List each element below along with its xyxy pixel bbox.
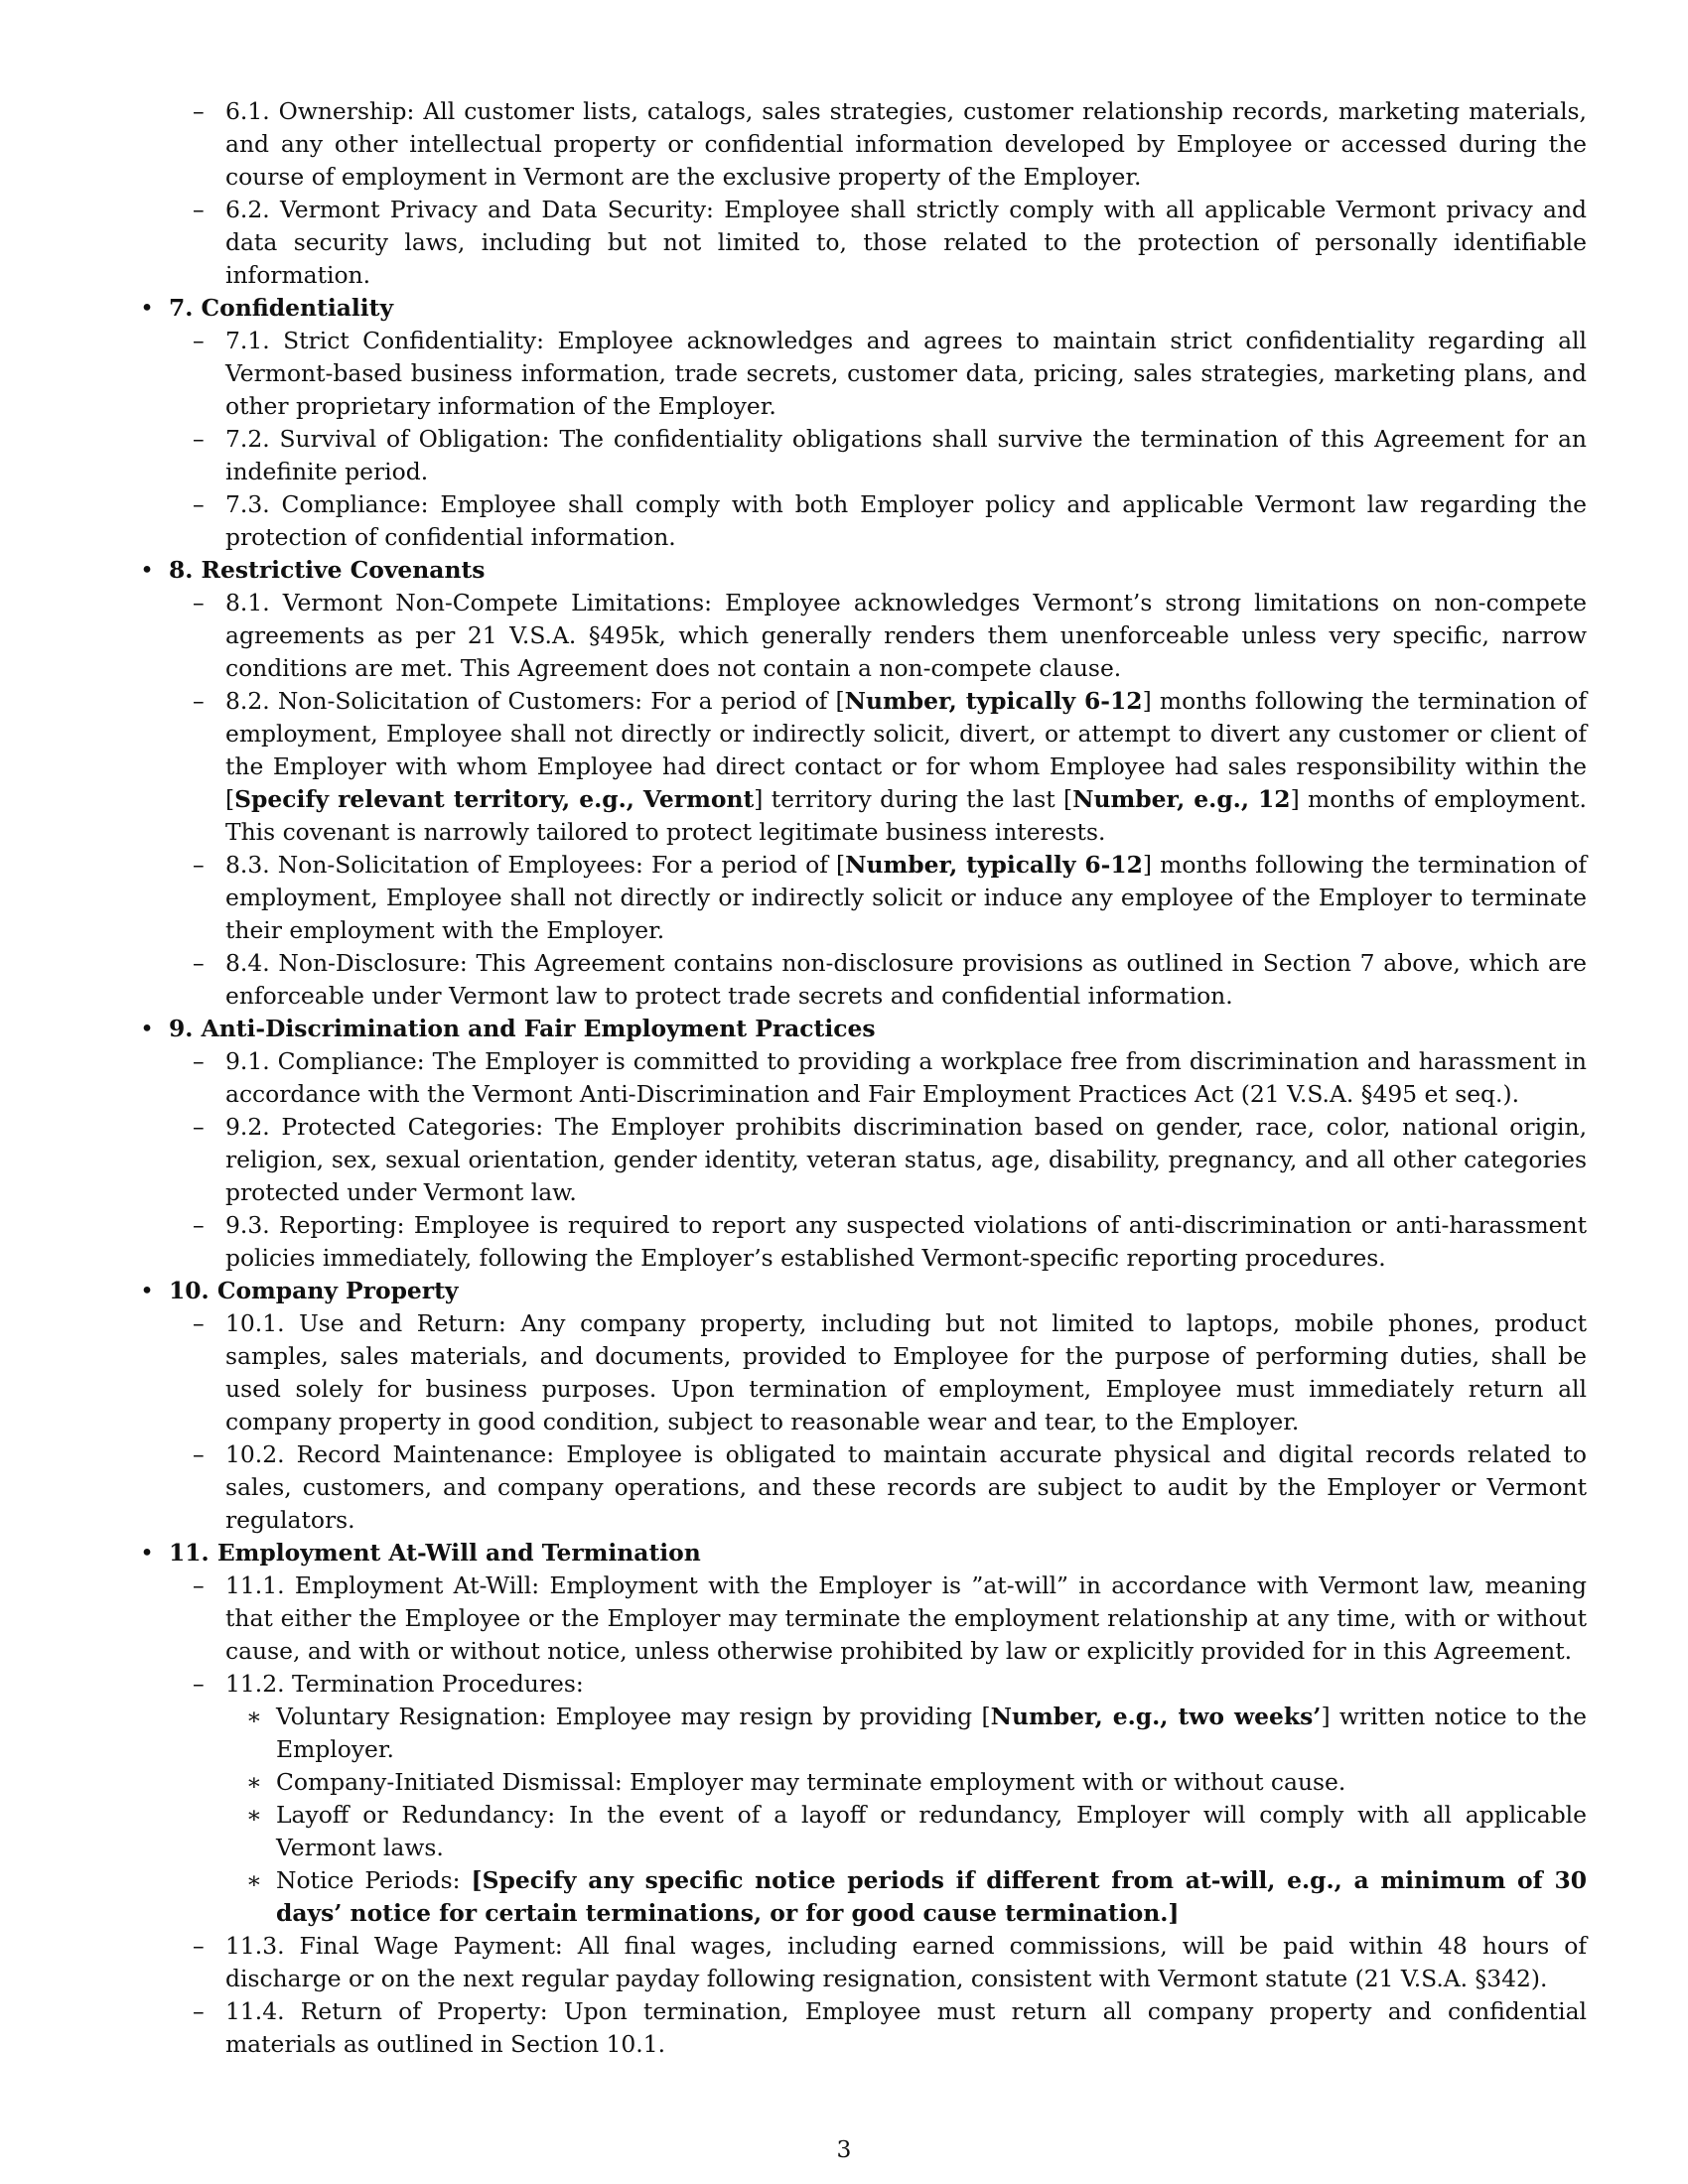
clause-item — [133, 587, 1587, 685]
clause-text: 7.3. Compliance: Employee shall comply with both Employer policy and applicable Vermont law regarding the protection of confidential information. — [225, 490, 1587, 551]
section-title: 9. Anti-Discrimination and Fair Employment Practices — [169, 1015, 876, 1042]
clause-text: 8.1. Vermont Non-Compete Limitations: Employee acknowledges Vermont’s strong limitations on non-compete agreements as per 21 V.S.A. §495k, which generally renders them unenforceable unless very specific, narrow conditions are met. This Agreement does not contain a non-compete clause. — [225, 589, 1587, 682]
clause-item — [133, 1668, 1587, 1701]
clause-fragment: Voluntary Resignation: Employee may resign by providing [ — [276, 1703, 991, 1730]
page-number: 3 — [836, 2135, 852, 2163]
clause-item — [133, 488, 1587, 554]
dash-marker: – — [193, 687, 205, 715]
dash-marker: – — [193, 1997, 205, 2025]
dash-marker: – — [193, 490, 205, 518]
clause-item — [133, 1438, 1587, 1537]
placeholder-bold: Number, typically 6-12 — [845, 851, 1143, 879]
clause-text: 8.4. Non-Disclosure: This Agreement contains non-disclosure provisions as outlined in Section 7 above, which are enforceable under Vermont law to protect trade secrets and confidential information. — [225, 949, 1587, 1010]
clause-fragment: 8.3. Non-Solicitation of Employees: For a period of [ — [225, 851, 846, 879]
dash-marker: – — [193, 425, 205, 453]
clause-text: 9.2. Protected Categories: The Employer prohibits discrimination based on gender, race, color, national origin, religion, sex, sexual orientation, gender identity, veteran status, age, disability, pregnancy, and all other categories protected under Vermont law. — [225, 1113, 1587, 1206]
placeholder-bold: Number, e.g., two weeks’ — [990, 1703, 1322, 1730]
clause-text: 11.4. Return of Property: Upon termination, Employee must return all company property and confidential materials as outlined in Section 10.1. — [225, 1997, 1587, 2058]
clause-item — [133, 194, 1587, 292]
clause-text — [225, 687, 1587, 846]
sub-clause-item — [133, 1701, 1587, 1766]
sub-clause-text: Company-Initiated Dismissal: Employer may terminate employment with or without cause. — [276, 1768, 1346, 1796]
document-body — [133, 95, 1587, 2061]
clause-text: 6.2. Vermont Privacy and Data Security: Employee shall strictly comply with all applicable Vermont privacy and data security laws, including but not limited to, those related to the protection of personally identifiable information. — [225, 196, 1587, 289]
section-title: 8. Restrictive Covenants — [169, 556, 486, 584]
section-heading — [133, 554, 1587, 587]
clause-text: 10.1. Use and Return: Any company property, including but not limited to laptops, mobile phones, product samples, sales materials, and documents, provided to Employee for the purpose of performing duties, shall be used solely for business purposes. Upon termination of employment, Employee must immediately return all company property in good condition, subject to reasonable wear and tear, to the Employer. — [225, 1309, 1587, 1435]
placeholder-bold: Number, e.g., 12 — [1072, 785, 1291, 813]
asterisk-marker: ∗ — [246, 1768, 262, 1796]
clause-fragment: ] territory during the last [ — [754, 785, 1073, 813]
clause-fragment: ] months of employment. This covenant is narrowly tailored to protect legitimate business interests. — [225, 785, 1587, 846]
placeholder-bold: Specify relevant territory, e.g., Vermont — [234, 785, 755, 813]
clause-text: 9.3. Reporting: Employee is required to report any suspected violations of anti-discrimination or anti-harassment policies immediately, following the Employer’s established Vermont-specific reporting procedures. — [225, 1211, 1587, 1272]
clause-item — [133, 325, 1587, 423]
dash-marker: – — [193, 1113, 205, 1141]
asterisk-marker: ∗ — [246, 1703, 262, 1730]
section-heading — [133, 1275, 1587, 1307]
clause-item — [133, 423, 1587, 488]
clause-text: 7.1. Strict Confidentiality: Employee acknowledges and agrees to maintain strict confidentiality regarding all Vermont-based business information, trade secrets, customer data, pricing, sales strategies, marketing plans, and other proprietary information of the Employer. — [225, 327, 1587, 420]
dash-marker: – — [193, 1670, 205, 1698]
bullet-marker: • — [140, 1015, 154, 1042]
placeholder-bold: Number, typically 6-12 — [844, 687, 1143, 715]
dash-marker: – — [193, 1211, 205, 1239]
sub-clause-item — [133, 1864, 1587, 1930]
clause-fragment: Notice Periods: — [276, 1866, 472, 1894]
clause-text — [225, 851, 1587, 944]
clause-fragment: 8.2. Non-Solicitation of Customers: For a period of [ — [225, 687, 845, 715]
clause-text: 11.3. Final Wage Payment: All final wages, including earned commissions, will be paid within 48 hours of discharge or on the next regular payday following resignation, consistent with Vermont statute (21 V.S.A. §342). — [225, 1932, 1587, 1992]
clause-item — [133, 849, 1587, 947]
bullet-marker: • — [140, 294, 154, 322]
clause-text: 10.2. Record Maintenance: Employee is obligated to maintain accurate physical and digital records related to sales, customers, and company operations, and these records are subject to audit by the Employer or Vermont regulators. — [225, 1440, 1587, 1534]
clause-text: 9.1. Compliance: The Employer is committed to providing a workplace free from discrimination and harassment in accordance with the Vermont Anti-Discrimination and Fair Employment Practices Act (21 V.S.A. §495 et seq.). — [225, 1047, 1587, 1108]
sub-clause-text: Layoff or Redundancy: In the event of a layoff or redundancy, Employer will comply with all applicable Vermont laws. — [276, 1801, 1587, 1861]
clause-fragment: ] written notice to the Employer. — [276, 1703, 1587, 1763]
dash-marker: – — [193, 589, 205, 616]
section-heading — [133, 1013, 1587, 1045]
placeholder-bold: [Specify any specific notice periods if different from at-will, e.g., a minimum of 30 days’ notice for certain terminations, or for good cause termination.] — [276, 1866, 1587, 1927]
clause-item — [133, 947, 1587, 1013]
clause-text: 7.2. Survival of Obligation: The confidentiality obligations shall survive the termination of this Agreement for an indefinite period. — [225, 425, 1587, 485]
dash-marker: – — [193, 1047, 205, 1075]
sub-clause-item — [133, 1799, 1587, 1864]
clause-item — [133, 1930, 1587, 1995]
clause-item — [133, 1570, 1587, 1668]
dash-marker: – — [193, 949, 205, 977]
sub-clause-text — [276, 1703, 1587, 1763]
clause-fragment: ] months following the termination of employment, Employee shall not directly or indirectly solicit, divert, or attempt to divert any customer or client of the Employer with whom Employee had direct contact or for whom Employee had sales responsibility within the [ — [225, 687, 1587, 813]
section-heading — [133, 1537, 1587, 1570]
clause-item — [133, 95, 1587, 194]
bullet-marker: • — [140, 1539, 154, 1567]
sub-clause-item — [133, 1766, 1587, 1799]
clause-fragment: ] months following the termination of employment, Employee shall not directly or indirectly solicit or induce any employee of the Employer to terminate their employment with the Employer. — [225, 851, 1587, 944]
asterisk-marker: ∗ — [246, 1866, 262, 1894]
clause-text: 11.1. Employment At-Will: Employment with the Employer is ”at-will” in accordance with Vermont law, meaning that either the Employee or the Employer may terminate the employment relationship at any time, with or without cause, and with or without notice, unless otherwise prohibited by law or explicitly provided for in this Agreement. — [225, 1571, 1587, 1665]
bullet-marker: • — [140, 556, 154, 584]
clause-item — [133, 1045, 1587, 1111]
dash-marker: – — [193, 196, 205, 223]
dash-marker: – — [193, 1932, 205, 1960]
sub-clause-text — [276, 1866, 1587, 1927]
section-heading — [133, 292, 1587, 325]
dash-marker: – — [193, 1309, 205, 1337]
dash-marker: – — [193, 851, 205, 879]
dash-marker: – — [193, 1571, 205, 1599]
clause-item — [133, 1209, 1587, 1275]
clause-text: 6.1. Ownership: All customer lists, catalogs, sales strategies, customer relationship records, marketing materials, and any other intellectual property or confidential information developed by Employee or accessed during the course of employment in Vermont are the exclusive property of the Employer. — [225, 97, 1587, 191]
section-title: 10. Company Property — [169, 1277, 459, 1304]
clause-text: 11.2. Termination Procedures: — [225, 1670, 584, 1698]
asterisk-marker: ∗ — [246, 1801, 262, 1829]
dash-marker: – — [193, 1440, 205, 1468]
clause-item — [133, 1307, 1587, 1438]
section-title: 11. Employment At-Will and Termination — [169, 1539, 701, 1567]
section-title: 7. Confidentiality — [169, 294, 394, 322]
clause-item — [133, 685, 1587, 849]
dash-marker: – — [193, 97, 205, 125]
clause-item — [133, 1111, 1587, 1209]
clause-item — [133, 1995, 1587, 2061]
bullet-marker: • — [140, 1277, 154, 1304]
dash-marker: – — [193, 327, 205, 354]
